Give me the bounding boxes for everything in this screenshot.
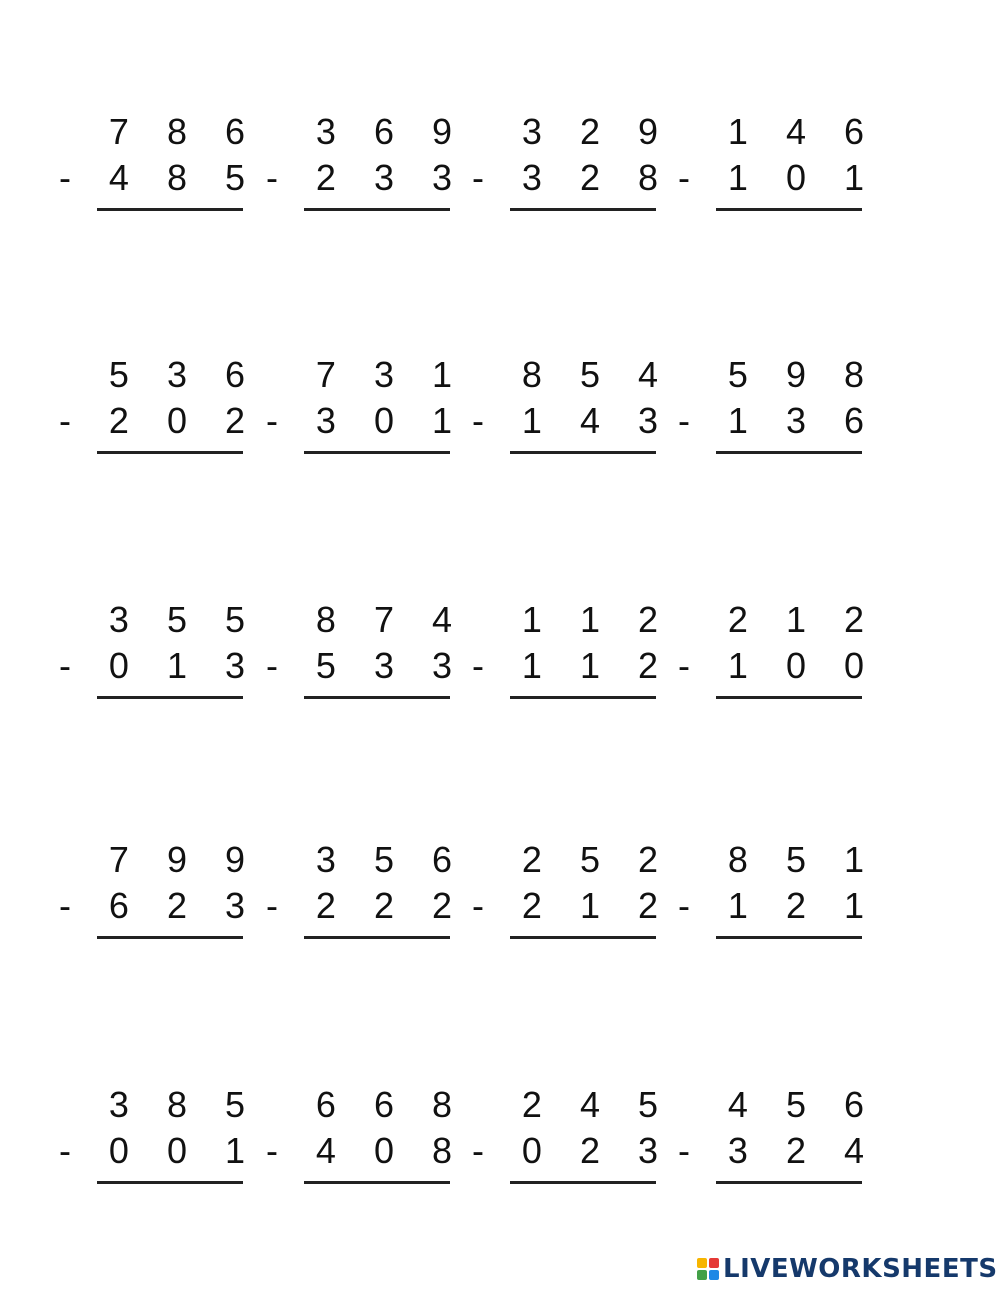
subtraction-problem <box>677 1084 878 1185</box>
subtraction-problem <box>471 599 672 700</box>
answer-line <box>304 936 450 939</box>
subtraction-problem <box>471 111 672 212</box>
minuend: 5 3 6 <box>108 354 259 395</box>
subtrahend: - 3 2 4 <box>677 1130 878 1171</box>
subtraction-problem <box>58 1084 259 1185</box>
answer-line <box>716 208 862 211</box>
subtraction-problem <box>471 839 672 940</box>
subtrahend: - 1 0 0 <box>677 645 878 686</box>
minuend: 1 4 6 <box>727 111 878 152</box>
minuend: 3 8 5 <box>108 1084 259 1125</box>
answer-line <box>510 696 656 699</box>
answer-line <box>510 208 656 211</box>
subtraction-problem <box>677 599 878 700</box>
subtrahend: - 4 0 8 <box>265 1130 466 1171</box>
minuend: 2 5 2 <box>521 839 672 880</box>
subtraction-problem <box>58 354 259 455</box>
minuend: 7 3 1 <box>315 354 466 395</box>
answer-line <box>97 1181 243 1184</box>
minuend: 3 5 6 <box>315 839 466 880</box>
minuend: 3 6 9 <box>315 111 466 152</box>
answer-line <box>716 696 862 699</box>
subtrahend: - 2 1 2 <box>471 885 672 926</box>
subtrahend: - 6 2 3 <box>58 885 259 926</box>
answer-line <box>304 696 450 699</box>
subtrahend: - 1 1 2 <box>471 645 672 686</box>
answer-line <box>716 451 862 454</box>
subtrahend: - 2 0 2 <box>58 400 259 441</box>
subtrahend: - 0 0 1 <box>58 1130 259 1171</box>
subtrahend: - 0 2 3 <box>471 1130 672 1171</box>
answer-line <box>510 1181 656 1184</box>
brand-name: LIVEWORKSHEETS <box>723 1254 998 1284</box>
brand-footer <box>697 1252 998 1286</box>
subtraction-problem <box>265 111 466 212</box>
subtraction-problem <box>58 599 259 700</box>
minuend: 7 8 6 <box>108 111 259 152</box>
subtraction-problem <box>471 1084 672 1185</box>
subtrahend: - 5 3 3 <box>265 645 466 686</box>
subtraction-problem <box>471 354 672 455</box>
minuend: 2 4 5 <box>521 1084 672 1125</box>
minuend: 3 5 5 <box>108 599 259 640</box>
minuend: 4 5 6 <box>727 1084 878 1125</box>
answer-line <box>97 208 243 211</box>
subtraction-problem <box>58 111 259 212</box>
minuend: 1 1 2 <box>521 599 672 640</box>
minuend: 2 1 2 <box>727 599 878 640</box>
subtraction-problem <box>265 839 466 940</box>
subtraction-problem <box>265 354 466 455</box>
subtrahend: - 1 4 3 <box>471 400 672 441</box>
answer-line <box>716 1181 862 1184</box>
answer-line <box>97 696 243 699</box>
subtraction-problem <box>265 599 466 700</box>
minuend: 8 5 1 <box>727 839 878 880</box>
minuend: 5 9 8 <box>727 354 878 395</box>
liveworksheets-logo-icon <box>697 1258 719 1280</box>
answer-line <box>304 1181 450 1184</box>
answer-line <box>97 451 243 454</box>
subtraction-problem <box>58 839 259 940</box>
minuend: 8 5 4 <box>521 354 672 395</box>
answer-line <box>304 208 450 211</box>
minuend: 3 2 9 <box>521 111 672 152</box>
subtrahend: - 2 3 3 <box>265 157 466 198</box>
answer-line <box>304 451 450 454</box>
minuend: 7 9 9 <box>108 839 259 880</box>
subtrahend: - 0 1 3 <box>58 645 259 686</box>
subtrahend: - 3 2 8 <box>471 157 672 198</box>
subtrahend: - 1 2 1 <box>677 885 878 926</box>
answer-line <box>510 936 656 939</box>
answer-line <box>510 451 656 454</box>
answer-line <box>97 936 243 939</box>
minuend: 8 7 4 <box>315 599 466 640</box>
subtraction-problem <box>677 111 878 212</box>
subtrahend: - 2 2 2 <box>265 885 466 926</box>
answer-line <box>716 936 862 939</box>
subtraction-problem <box>677 354 878 455</box>
subtrahend: - 3 0 1 <box>265 400 466 441</box>
subtrahend: - 1 3 6 <box>677 400 878 441</box>
subtrahend: - 1 0 1 <box>677 157 878 198</box>
subtraction-problem <box>677 839 878 940</box>
minuend: 6 6 8 <box>315 1084 466 1125</box>
subtrahend: - 4 8 5 <box>58 157 259 198</box>
subtraction-problem <box>265 1084 466 1185</box>
